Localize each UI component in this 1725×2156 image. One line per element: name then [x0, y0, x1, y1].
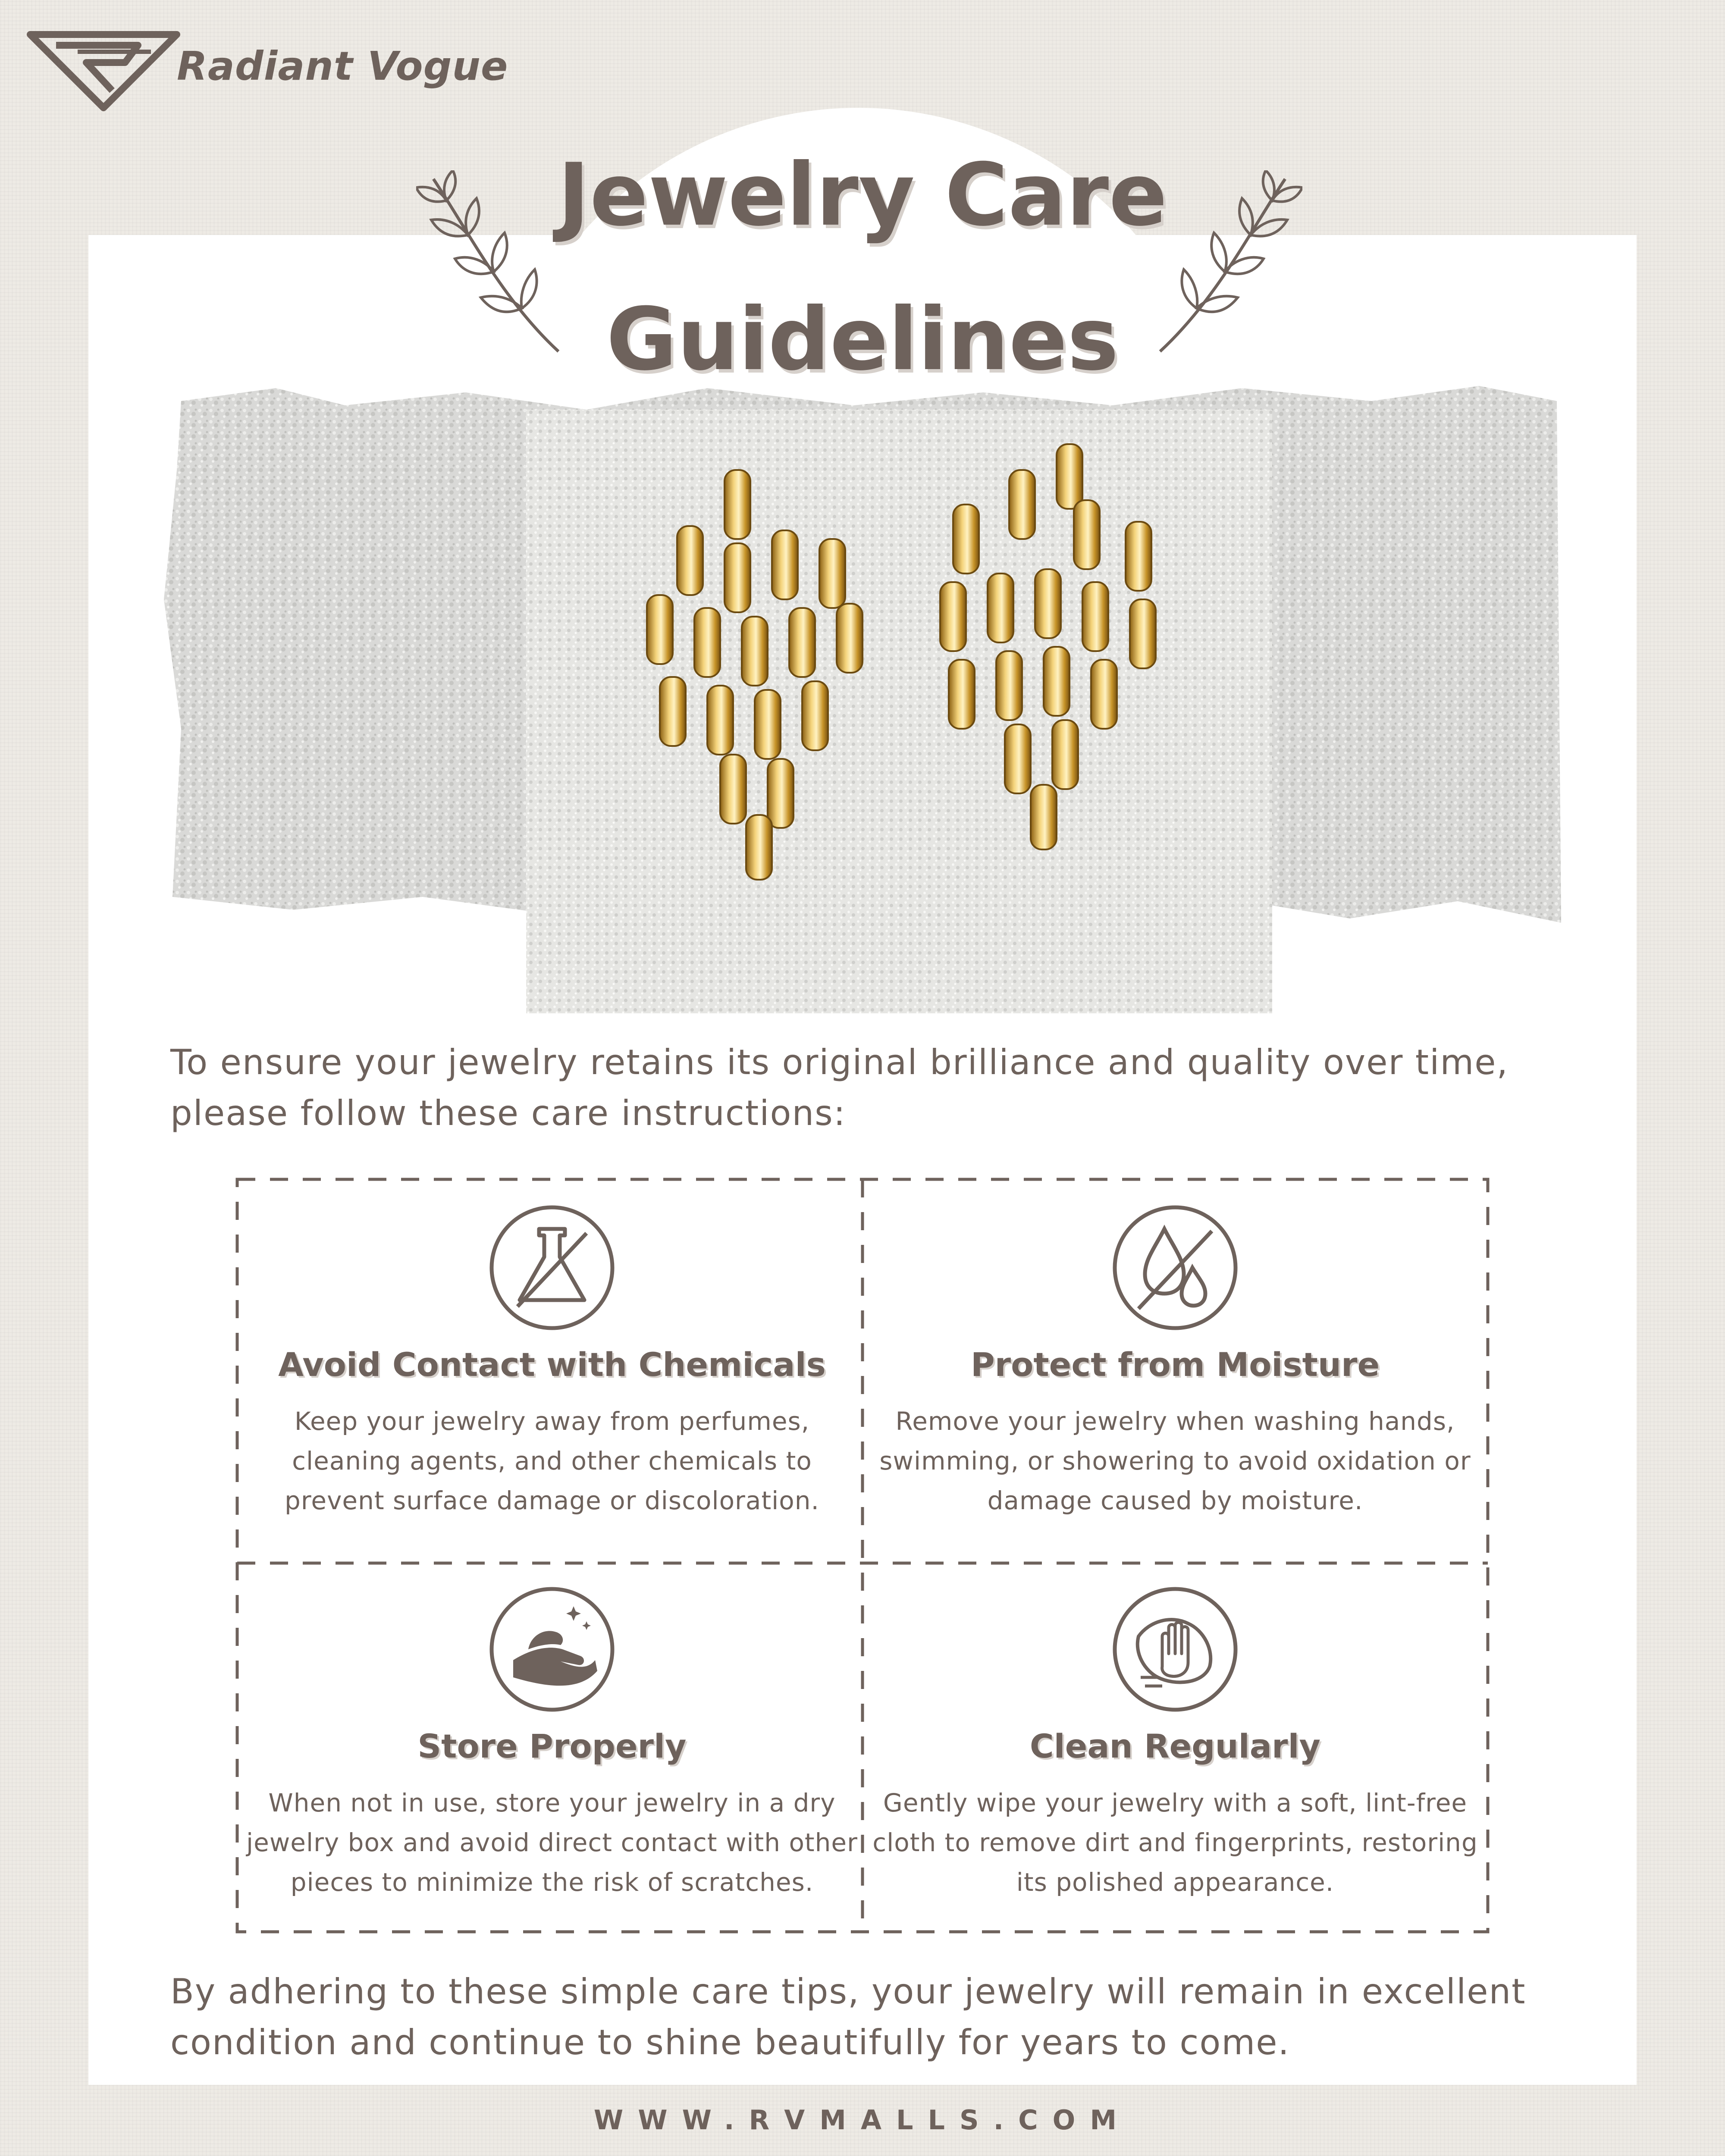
outro-text: By adhering to these simple care tips, your jewelry will remain in excellent condition and continue to shine beautifully for years to come. — [170, 1971, 1526, 2062]
care-card-title: Store Properly — [417, 1727, 687, 1765]
title-line-2: Guidelines — [606, 289, 1119, 390]
care-card-moisture — [867, 1203, 1484, 1583]
care-card-chemicals — [244, 1203, 860, 1583]
care-card-title: Protect from Moisture — [970, 1345, 1380, 1384]
care-card-text: Gently wipe your jewelry with a soft, lint-free cloth to remove dirt and fingerprints, restoring its polished appearance. — [872, 1788, 1478, 1897]
no-chemical-flask-icon — [487, 1203, 617, 1332]
care-card-title: Clean Regularly — [1029, 1727, 1321, 1765]
care-card-text: Remove your jewelry when washing hands, swimming, or showering to avoid oxidation or damage caused by moisture. — [879, 1407, 1471, 1515]
care-card-storage — [244, 1585, 860, 1964]
intro-text: To ensure your jewelry retains its original brilliance and quality over time, please follow these care instructions: — [170, 1042, 1509, 1133]
laurel-branch-icon — [416, 170, 563, 369]
care-card-text: When not in use, store your jewelry in a dry jewelry box and avoid direct contact with other pieces to minimize the risk of scratches. — [246, 1788, 858, 1897]
care-card-title: Avoid Contact with Chemicals — [278, 1345, 826, 1384]
no-water-drop-icon — [1110, 1203, 1240, 1332]
gold-link-earrings-photo — [164, 341, 1561, 1013]
laurel-branch-icon — [1156, 170, 1302, 369]
website-link[interactable]: WWW.RVMALLS.COM — [593, 2104, 1132, 2136]
storage-hand-icon — [487, 1585, 617, 1714]
care-card-text: Keep your jewelry away from perfumes, cleaning agents, and other chemicals to prevent surface damage or discoloration. — [285, 1407, 819, 1515]
wipe-cloth-hand-icon — [1110, 1585, 1240, 1714]
title-line-1: Jewelry Care — [558, 145, 1167, 245]
brand-name: Radiant Vogue — [177, 43, 508, 89]
care-card-cleaning — [867, 1585, 1484, 1964]
rv-monogram-triangle-icon — [26, 26, 181, 112]
